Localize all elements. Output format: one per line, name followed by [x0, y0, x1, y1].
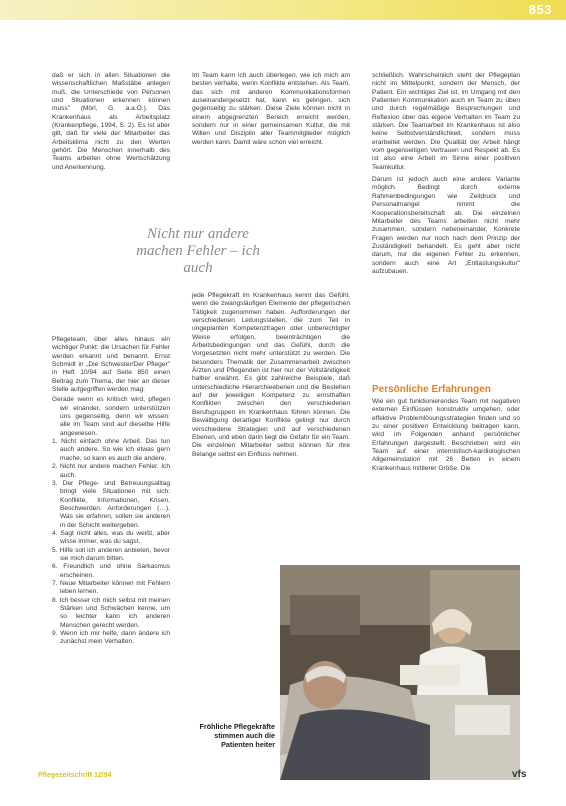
column-3	[372, 72, 520, 276]
photo-caption: Fröhliche Pflegekräfte stimmen auch die Patienten heiter	[199, 722, 275, 749]
list-item: 6. Freundlich und ohne Sarkasmus erscheinen.	[52, 563, 170, 579]
column-3-lower	[372, 398, 520, 473]
footer-publication: Pflegezeitschrift 12/94	[38, 772, 112, 779]
list-item: Gerade wenn es kritisch wird, pflegen wir einander, sondern unterstützen uns gegenseitig, denn wir wissen: alle im Team sind auf dieselbe Hilfe angewiesen.	[52, 396, 170, 437]
list-item: 3. Der Pflege- und Betreuungsalltag bringt viele Situationen mit sich: Konflikte, Informationen, Krisen, Beschwerden. Anforderungen (…). Was sie erfahren, sollen sie anderen in der Schicht weitergeben.	[52, 479, 170, 529]
page-number: 853	[528, 2, 552, 17]
list-item: 5. Hilfe soll ich anderen anbieten, bevor sie mich darum bitten.	[52, 546, 170, 562]
column-3-middle-text: Darum ist jedoch auch eine andere Variante möglich. Bedingt durch externe Rahmenbedingungen wie Zeitdruck und Personalmangel nimmt die Kooperationsbereitschaft ab. Die einzelnen Mitarbeiter des Teams arbeiten nicht mehr zusammen, sondern nebeneinander. Konkrete Fragen werden nur noch nach dem Prinzip der Zuständigkeit behandelt. Es geht aber nicht darum, nur die eigenen Fehler zu erkennen, sondern auch eine Art „Entlastungskultur" aufzubauen.	[372, 176, 520, 275]
list-item: 2. Nicht nur andere machen Fehler. Ich auch.	[52, 463, 170, 479]
section-heading: Persönliche Erfahrungen	[372, 384, 491, 395]
photo-nurse-and-patient	[280, 565, 520, 780]
rule-list	[52, 396, 170, 646]
list-item: 9. Wenn ich mir helfe, dann ändere ich zunächst mein Verhalten.	[52, 630, 170, 646]
column-2-lower-text: jede Pflegekraft im Krankenhaus kennt das Gefühl, wenn die zwangsläufigen Elemente der pflegerischen Tätigkeit zugenommen haben. Aufforderungen der verschiedenen Leitungsstellen, die zum Teil in ungeplanten Kompetenzfragen oder unberechtigter Weise erfolgen, beeinträchtigen die Arbeitsbedingungen und das Gefühl, durch die Vorgesetzten nicht mehr unterstützt zu werden. Die besonders Thematik der Zusammenarbeit zwischen Ärzten und Pflegenden ist hier nur der Vollständigkeit halber erwähnt. Es gibt zahlreiche Beispiele, daß unterschiedliche Hierarchieebenen und die Bestehen auf der jeweiligen Kompetenz zu ernsthaften Konflikten zwischen den verschiedenen Berufsgruppen im Krankenhaus führen können. Die Bewältigung derartiger Konflikte gelingt nur durch verschiedene Strategien und auf verschiedenen Ebenen, und eben darin liegt die Gefahr für ein Team. Die einzelnen Mitarbeiter selbst können für ihre Belange selbst ein Einfluss nehmen.	[192, 292, 350, 458]
pull-quote: Nicht nur andere machen Fehler – ich auch	[136, 226, 260, 276]
column-3-top-text: schließlich. Wahrscheinlich steht der Pflegeplan nicht im Mittelpunkt, sondern der Mensch, der Patient. Ein wichtiges Ziel ist, im Umgang mit den Patienten Kommunikation auch im Team zu üben und durch regelmäßige Besprechungen und Reflexion über das eigene Verhalten im Team zu stärken. Die Teamarbeit im Krankenhaus ist also keine Selbstverständlichkeit, sondern muss erarbeitet werden. Die Qualität der Arbeit hängt vom gegenseitigen Vertrauen und Respekt ab. Es ist also eine Arbeit im Sinne einer positiven Teamkultur.	[372, 72, 520, 171]
column-1	[52, 72, 170, 646]
photo-illustration	[280, 565, 520, 780]
list-item: 1. Nicht einfach ohne Arbeit. Das tun auch andere. So wie ich etwas gern mache, so kann es auch die andere.	[52, 438, 170, 462]
column-3-lower-text: Wie ein gut funktionierendes Team mit negativen externen Einflüssen konstruktiv umgehen, oder effektive Problemlösungsstrategien finden und so zu einer positiven Entwicklung beitragen kann, wird im Folgenden anhand persönlicher Erfahrungen dargestellt. Beschrieben wird ein Team auf einer internistisch-kardiologischen Allgemeinstation mit 26 Betten in einem Krankenhaus mittlerer Größe. Die	[372, 398, 520, 472]
header-bar	[0, 0, 566, 20]
column-2-lower	[192, 292, 350, 459]
column-1-top-text: daß er sich in allen Situationen die wissenschaftlichen Maßstäbe anlegen muß, die Unterschiede von Personen und Situationen erkennen können muss" (Mörl, G. a.a.O.). Das Krankenhaus als Arbeitsplatz (Krankenpflege, 1994, S. 2). Es ist aber gilt, daß für viele der Mitarbeiter das Arbeitsklima nicht zu den Werten gehört. Die Menschen innerhalb des Teams arbeiten ohne Wertschätzung und Anerkennung.	[52, 72, 170, 171]
list-item: 7. Neue Mitarbeiter können mit Fehlern leben lernen.	[52, 579, 170, 596]
column-1-lower	[52, 336, 170, 647]
column-1-lower-text: Pflegeteam, über alles hinaus ein wichtiger Punkt: die Ursachen für Fehler werden erkannt und benannt. Ernst Schmidt in „Die Schwester/Der Pfleger" in Heft 10/94 auf Seite 850 einen Beitrag zum Thema, der hier an dieser Stelle aufgegriffen werden mag:	[52, 336, 170, 394]
list-item: 8. Ich besser ich mich selbst mit meinen Stärken und Schwächen kenne, um so leichter kann ich anderen Menschen gerecht werden.	[52, 596, 170, 629]
list-item: 4. Sagt nicht alles, was du weißt, aber wisse immer, was du sagst.	[52, 529, 170, 546]
publisher-logo: vfs	[512, 769, 527, 780]
column-2-top-text: Im Team kann ich auch überlegen, wie ich mich am besten verhalte, wenn Konflikte entstehen. Als Team, das sich mit anderen Kommunikationsformen auseinandergesetzt hat, kann es gelingen, sich gegenseitig zu stärken. Diese Ziele können nicht in einem abgegrenzten Bereich erreicht werden, sondern nur in einer gemeinsamen Kultur, die mit Willen und Disziplin aller Teammitglieder möglich werden kann. Damit wäre schon viel erreicht.	[192, 72, 350, 146]
